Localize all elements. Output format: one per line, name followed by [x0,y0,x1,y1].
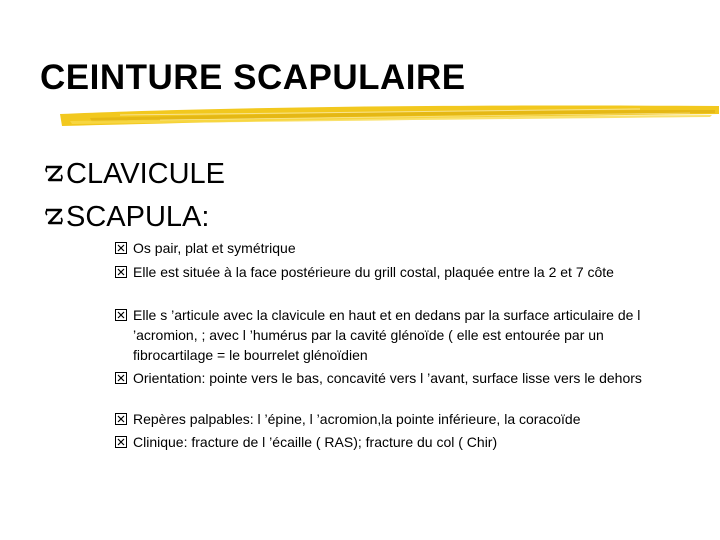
bullet-scapula [44,199,209,235]
x-box-bullet-icon [115,436,127,448]
x-box-bullet-icon [115,413,127,425]
bullet-clavicule [44,156,225,192]
sub-bullet-reperes [117,409,677,429]
sub-bullet-articulation [117,305,677,365]
z-bullet-icon [44,207,64,227]
sub-bullet-text: Clinique: fracture de l ’écaille ( RAS); fracture du col ( Chir) [133,434,498,450]
sub-bullet-orientation [117,368,677,388]
bullet-text: CLAVICULE [66,158,226,190]
sub-bullet-text: Elle s ’articule avec la clavicule en haut et en dedans par la surface articulaire de l ’acromion, ; avec l ’humérus par la cavité glénoïde ( elle est entourée par un fibrocartilage = le bourrelet glénoïdien [133,307,641,363]
sub-bullet-clinique [117,432,677,452]
sub-bullet-text: Os pair, plat et symétrique [133,240,296,256]
sub-bullet-text: Repères palpables: l ’épine, l ’acromion,la pointe inférieure, la coracoïde [133,411,581,427]
slide-title: CEINTURE SCAPULAIRE [40,58,466,97]
sub-bullet-text: Orientation: pointe vers le bas, concavité vers l ’avant, surface lisse vers le dehors [133,370,642,386]
x-box-bullet-icon [115,242,127,254]
x-box-bullet-icon [115,266,127,278]
x-box-bullet-icon [115,372,127,384]
sub-bullet-position [117,262,677,282]
title-underline-brush [0,100,720,134]
z-bullet-icon [44,164,64,184]
sub-bullet-os-pair [117,238,677,258]
x-box-bullet-icon [115,309,127,321]
bullet-text: SCAPULA: [66,201,210,233]
sub-bullet-text: Elle est située à la face postérieure du grill costal, plaquée entre la 2 et 7 côte [133,264,614,280]
